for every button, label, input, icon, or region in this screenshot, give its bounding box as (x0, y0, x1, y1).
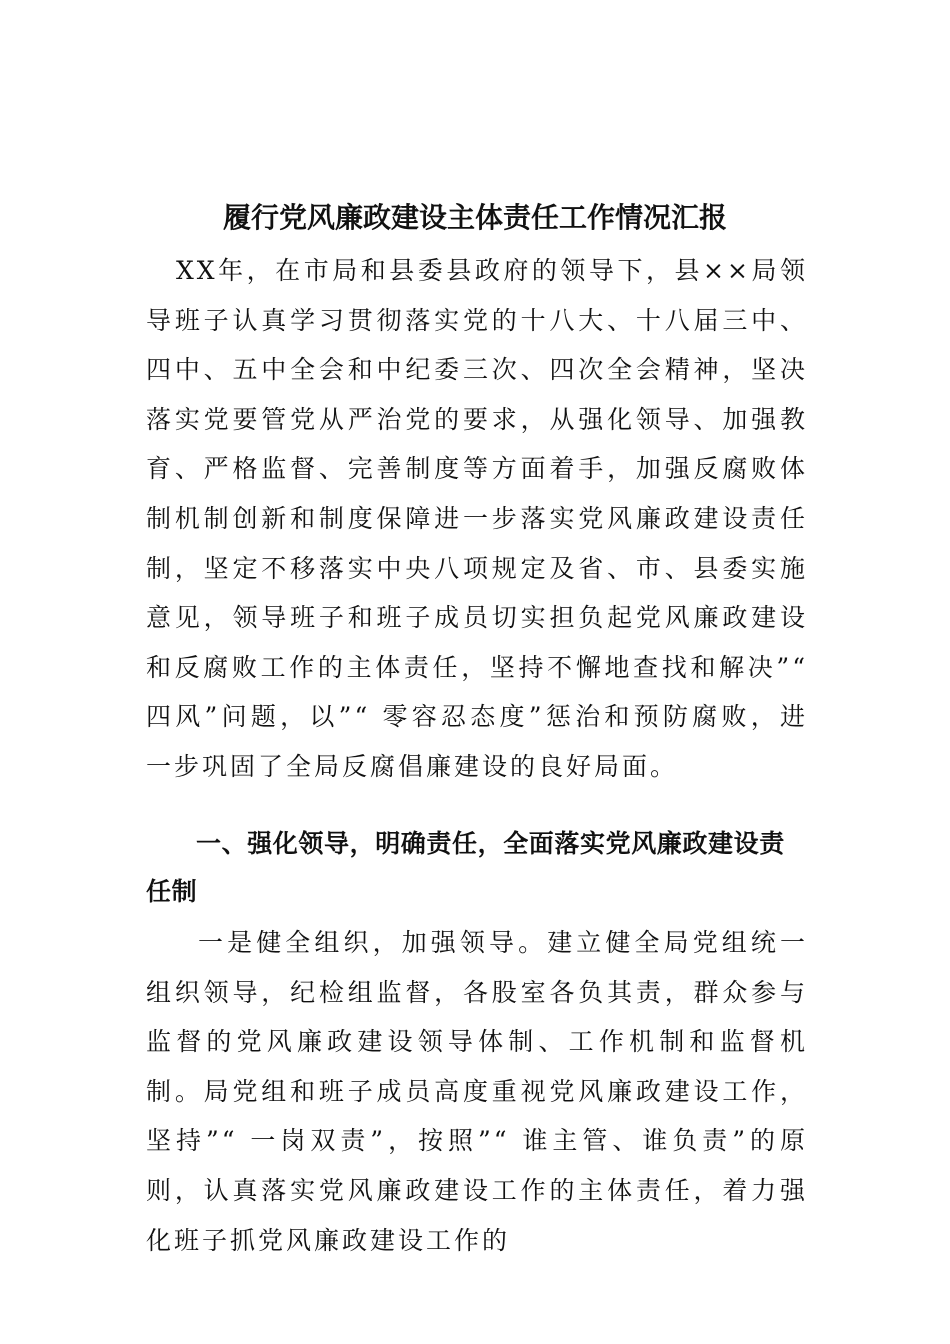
section-1-paragraph: 一是健全组织，加强领导。建立健全局党组统一组织领导，纪检组监督，各股室各负其责，群众参与监督的党风廉政建设领导体制、工作机制和监督机制。局党组和班子成员高度重视党风廉政建设工作，坚持”“ 一岗双责”，按照”“ 谁主管、谁负责”的原则，认真落实党风廉政建设工作的主体责任，着力强化班子抓党风廉政建设工作的 (146, 928, 808, 1255)
document-title: 履行党风廉政建设主体责任工作情况汇报 (222, 201, 727, 234)
section-heading-1: 一、强化领导，明确责任，全面落实党风廉政建设责任制 (146, 829, 785, 906)
intro-paragraph: XX年，在市局和县委县政府的领导下，县××局领导班子认真学习贯彻落实党的十八大、十八届三中、四中、五中全会和中纪委三次、四次全会精神，坚决落实党要管党从严治党的要求，从强化领导、加强教育、严格监督、完善制度等方面着手，加强反腐败体制机制创新和制度保障进一步落实党风廉政建设责任制，坚定不移落实中央八项规定及省、市、县委实施意见，领导班子和班子成员切实担负起党风廉政建设和反腐败工作的主体责任，坚持不懈地查找和解决”“ 四风”问题，以”“ 零容忍态度”惩治和预防腐败，进一步巩固了全局反腐倡廉建设的良好局面。 (146, 256, 808, 781)
